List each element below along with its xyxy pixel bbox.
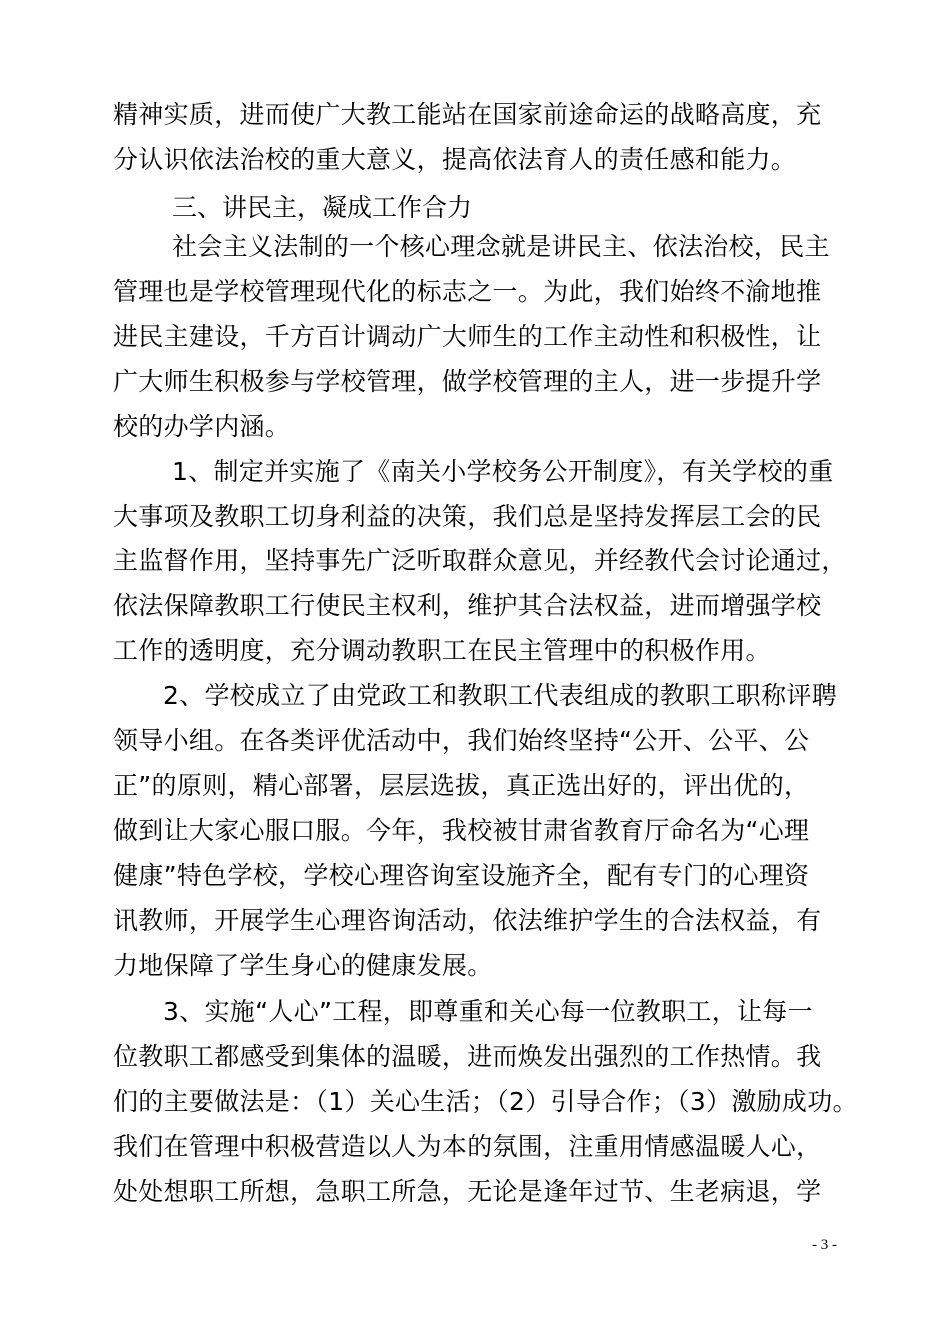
page-number: - 3 - [812,1237,837,1253]
text-line: 力地保障了学生身心的健康发展。 [113,951,493,980]
text-line: 处处想职工所想，急职工所急，无论是逢年过节、生老病退，学 [113,1177,822,1206]
text-line: 正”的原则，精心部署，层层选拔，真正选出好的，评出优的， [113,771,810,800]
text-line: 我们在管理中积极营造以人为本的氛围，注重用情感温暖人心， [113,1132,822,1161]
text-line: 分认识依法治校的重大意义，提高依法育人的责任感和能力。 [113,145,797,174]
text-line: 健康”特色学校，学校心理咨询室设施齐全，配有专门的心理资 [113,861,810,890]
text-line: 精神实质，进而使广大教工能站在国家前途命运的战略高度，充 [113,100,822,129]
text-line: 依法保障教职工行使民主权利，维护其合法权益，进而增强学校 [113,591,822,620]
text-line: 进民主建设，千方百计调动广大师生的工作主动性和积极性，让 [113,322,822,351]
text-line: 管理也是学校管理现代化的标志之一。为此，我们始终不渝地推 [113,277,822,306]
text-line: 校的办学内涵。 [113,412,291,441]
text-line: 1、制定并实施了《南关小学校务公开制度》，有关学校的重 [172,457,834,486]
text-line: 2、学校成立了由党政工和教职工代表组成的教职工职称评聘 [163,681,838,710]
text-line: 大事项及教职工切身利益的决策，我们总是坚持发挥层工会的民 [113,502,822,531]
text-line: 工作的透明度，充分调动教职工在民主管理中的积极作用。 [113,636,771,665]
text-line: 位教职工都感受到集体的温暖，进而焕发出强烈的工作热情。我 [113,1042,822,1071]
text-line: 领导小组。在各类评优活动中，我们始终坚持“公开、公平、公 [113,726,810,755]
text-line: 讯教师，开展学生心理咨询活动，依法维护学生的合法权益，有 [113,906,822,935]
text-line: 3、实施“人心”工程，即尊重和关心每一位教职工，让每一 [163,997,813,1026]
section-heading: 三、讲民主，凝成工作合力 [172,193,473,222]
text-line: 们的主要做法是：（1）关心生活；（2）引导合作；（3）激励成功。 [113,1087,858,1116]
text-line: 做到让大家心服口服。今年，我校被甘肃省教育厅命名为“心理 [113,816,810,845]
text-line: 主监督作用，坚持事先广泛听取群众意见，并经教代会讨论通过， [113,546,847,575]
text-line: 广大师生积极参与学校管理，做学校管理的主人，进一步提升学 [113,367,822,396]
text-line: 社会主义法制的一个核心理念就是讲民主、依法治校，民主 [172,232,830,261]
